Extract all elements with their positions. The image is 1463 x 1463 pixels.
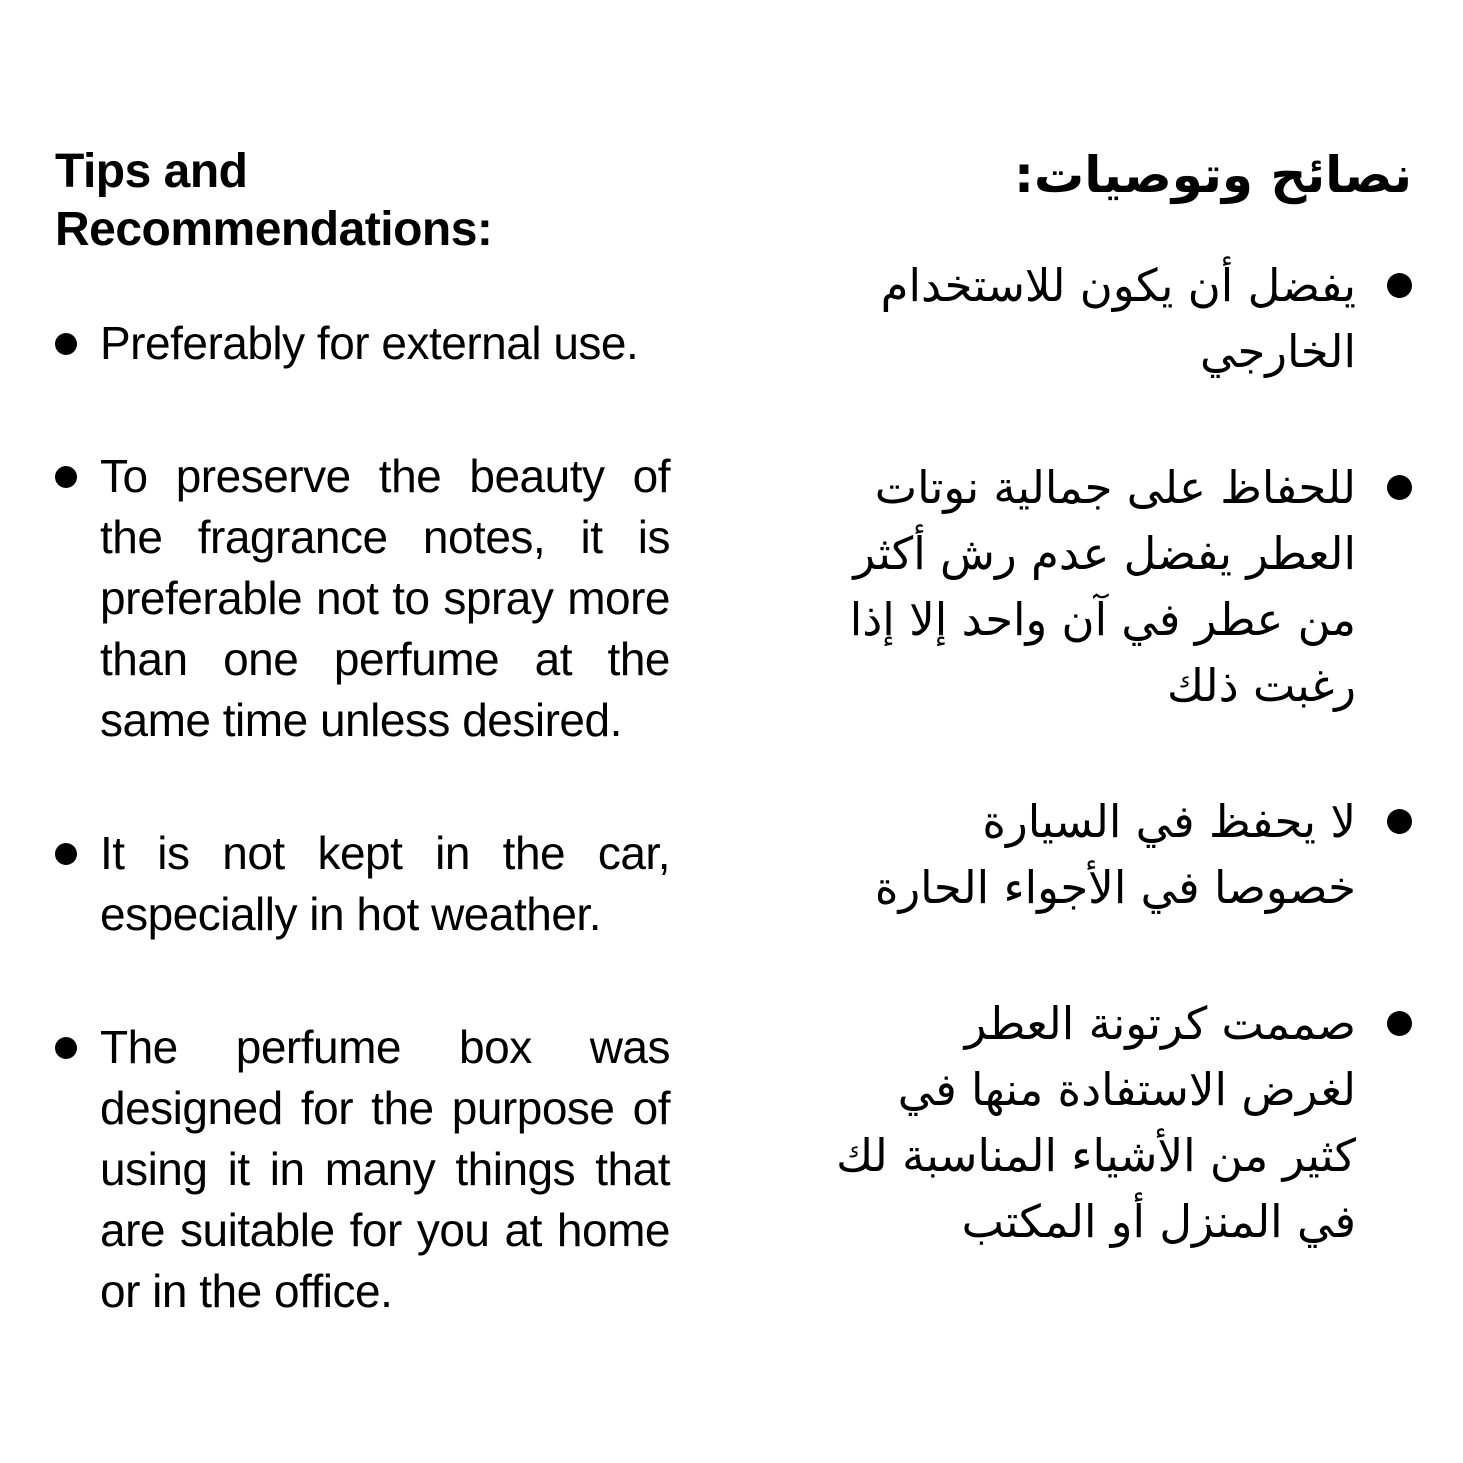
list-item [836,789,1412,921]
list-item [836,991,1412,1255]
bullet-text: Preferably for external use. [100,317,639,369]
bullet-text: It is not kept in the car, especially in hot weather. [100,827,670,940]
bullet-text: To preserve the beauty of the fragrance notes, it is preferable not to spray more than one perfume at the same time unless desired. [100,450,670,746]
bullet-icon [1387,809,1412,834]
bullet-text: لا يحفظ في السيارة خصوصا في الأجواء الحارة [874,795,1356,914]
list-item [55,1017,670,1322]
arabic-bullet-list [836,253,1412,1255]
bullet-icon [55,466,77,488]
list-item [55,446,670,751]
english-bullet-list [55,313,670,1322]
arabic-column [836,143,1412,1255]
bullet-text: للحفاظ على جمالية نوتات العطر يفضل عدم رش أكثر من عطر في آن واحد إلا إذا رغبت ذلك [849,461,1356,712]
bullet-text: يفضل أن يكون للاستخدام الخارجي [880,259,1356,378]
bullet-icon [55,333,77,355]
list-item [836,455,1412,719]
list-item [55,823,670,945]
english-column [55,143,670,1322]
bullet-icon [1387,475,1412,500]
list-item [55,313,670,374]
arabic-heading: نصائح وتوصيات: [1014,146,1412,204]
bullet-text: The perfume box was designed for the purpose of using it in many things that are suitable for you at home or in the office. [100,1021,670,1317]
bullet-icon [1387,1011,1412,1036]
list-item [836,253,1412,385]
bullet-icon [55,1037,77,1059]
bullet-icon [1387,273,1412,298]
english-heading: Tips and Recommendations: [55,145,493,256]
bullet-icon [55,843,77,865]
bullet-text: صممت كرتونة العطر لغرض الاستفادة منها في كثير من الأشياء المناسبة لك في المنزل أو المكتب [836,997,1356,1248]
